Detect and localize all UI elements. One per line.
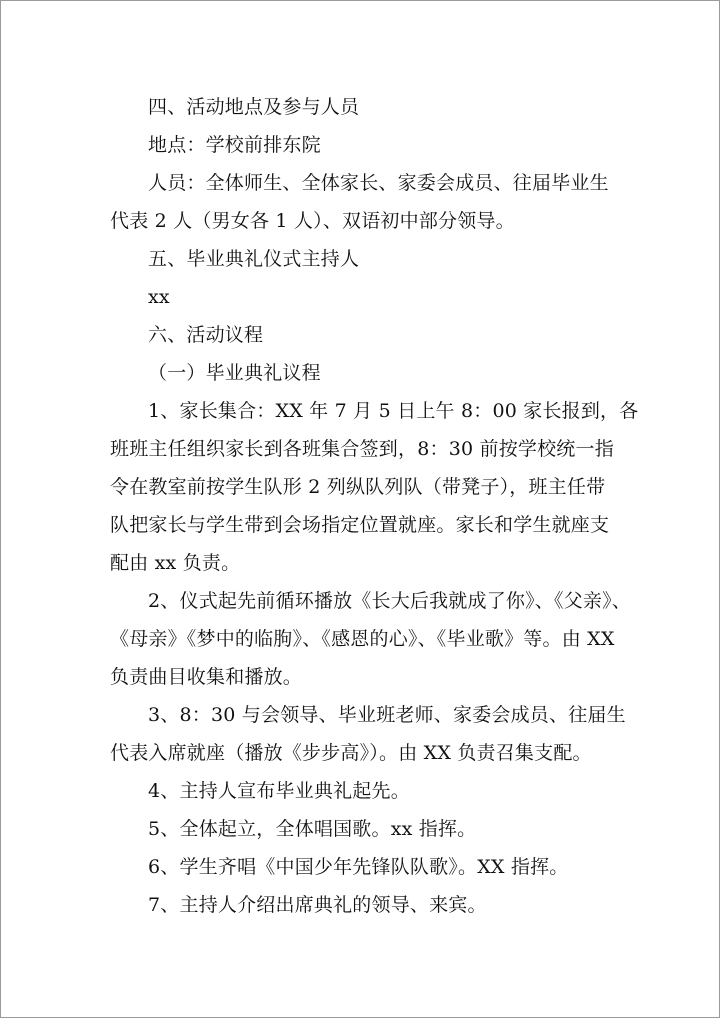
agenda-item-6: 6、学生齐唱《中国少年先锋队队歌》。XX 指挥。 — [148, 856, 569, 878]
agenda-item-1-line-5: 配由 xx 负责。 — [110, 552, 241, 574]
agenda-item-2-line-2: 《母亲》《梦中的临朐》、《感恩的心》、《毕业歌》等。由 XX — [110, 628, 615, 650]
paragraph-location: 地点：学校前排东院 — [148, 134, 321, 156]
agenda-item-1: 1、家长集合：XX 年 7 月 5 日上午 8：00 家长报到，各 — [148, 400, 639, 422]
agenda-item-7: 7、主持人介绍出席典礼的领导、来宾。 — [148, 894, 487, 916]
section-heading-host: 五、毕业典礼仪式主持人 — [148, 248, 360, 270]
agenda-item-1-line-3: 令在教室前按学生队形 2 列纵队列队（带凳子），班主任带 — [110, 476, 606, 498]
document-body — [110, 88, 639, 924]
paragraph-participants: 人员：全体师生、全体家长、家委会成员、往届毕业生 — [148, 172, 609, 194]
section-heading-agenda: 六、活动议程 — [148, 324, 264, 346]
agenda-item-3: 3、8：30 与会领导、毕业班老师、家委会成员、往届生 — [148, 704, 626, 726]
agenda-item-3-line-2: 代表入席就座（播放《步步高》）。由 XX 负责召集支配。 — [110, 742, 592, 764]
paragraph-host-name: xx — [148, 286, 170, 308]
agenda-item-1-line-2: 班班主任组织家长到各班集合签到，8：30 前按学校统一指 — [110, 438, 614, 460]
section-heading-location: 四、活动地点及参与人员 — [148, 96, 360, 118]
agenda-item-2: 2、仪式起先前循环播放《长大后我就成了你》、《父亲》、 — [148, 590, 631, 612]
subsection-heading-ceremony-agenda: （一）毕业典礼议程 — [148, 362, 321, 384]
agenda-item-1-line-4: 队把家长与学生带到会场指定位置就座。家长和学生就座支 — [110, 514, 610, 536]
paragraph-participants-continued: 代表 2 人（男女各 1 人）、双语初中部分领导。 — [110, 210, 515, 232]
agenda-item-2-line-3: 负责曲目收集和播放。 — [110, 666, 303, 688]
agenda-item-4: 4、主持人宣布毕业典礼起先。 — [148, 780, 410, 802]
agenda-item-5: 5、全体起立，全体唱国歌。xx 指挥。 — [148, 818, 477, 840]
